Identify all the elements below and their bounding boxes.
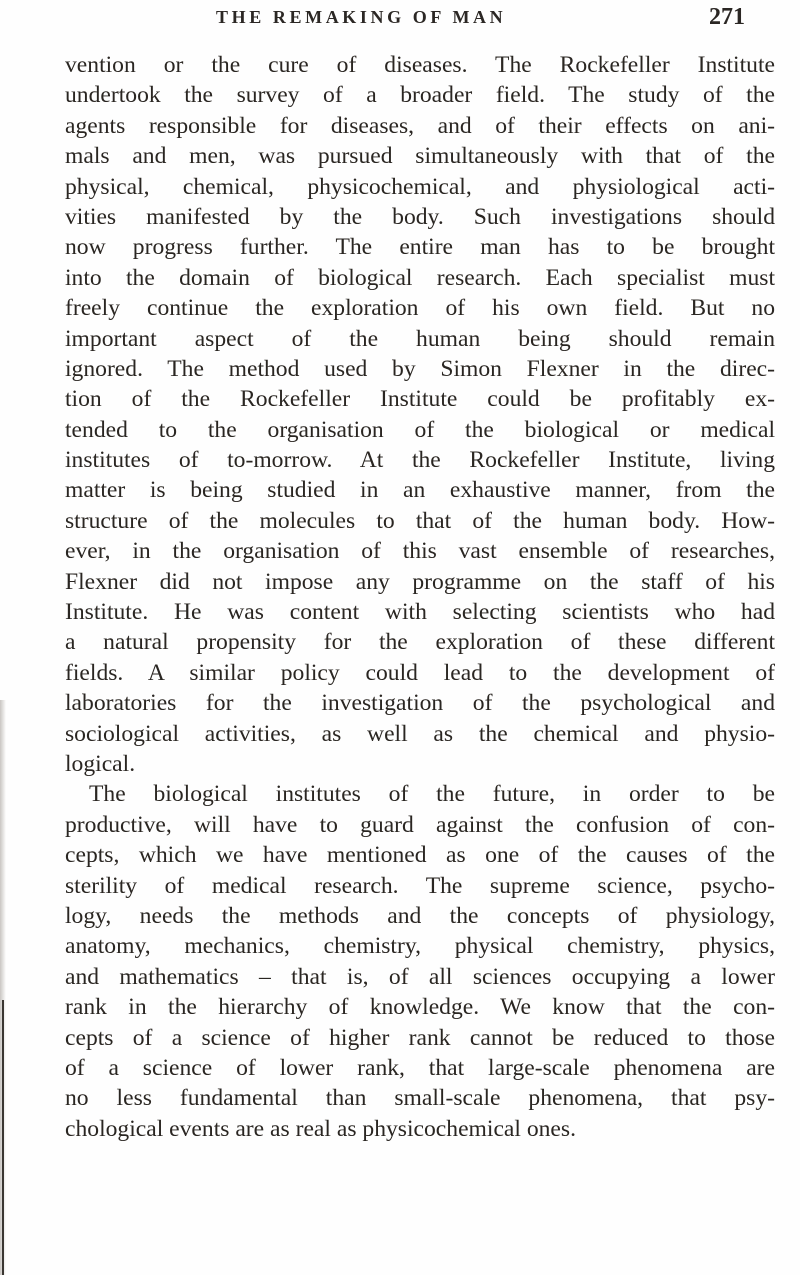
paragraph-1 (65, 50, 775, 779)
text-line: matter is being studied in an exhaustive manner, from the (65, 477, 775, 504)
running-head (0, 0, 800, 44)
text-line: ignored. The method used by Simon Flexner in the direc- (65, 355, 775, 382)
text-line: laboratories for the investigation of the psychological and (65, 690, 775, 717)
text-line: Flexner did not impose any programme on the staff of his (65, 568, 775, 595)
text-line: structure of the molecules to that of the human body. How- (65, 507, 775, 534)
running-head-title: THE REMAKING OF MAN (216, 7, 507, 27)
text-line: into the domain of biological research. Each specialist must (65, 264, 775, 291)
body-text (65, 50, 775, 1144)
text-line: sociological activities, as well as the chemical and physio- (65, 720, 775, 747)
text-line: mals and men, was pursued simultaneously with that of the (65, 143, 775, 170)
text-line: now progress further. The entire man has to be brought (65, 234, 775, 261)
page-number: 271 (709, 4, 745, 30)
text-line: important aspect of the human being should remain (65, 325, 775, 352)
text-line: anatomy, mechanics, chemistry, physical chemistry, physics, (65, 933, 775, 960)
text-line: vention or the cure of diseases. The Rockefeller Institute (65, 52, 775, 78)
text-line: Institute. He was content with selecting scientists who had (65, 599, 775, 626)
text-line: logy, needs the methods and the concepts of physiology, (65, 902, 775, 929)
text-line: freely continue the exploration of his own field. But no (65, 295, 775, 322)
text-line: tion of the Rockefeller Institute could be profitably ex- (65, 386, 775, 413)
text-line: sterility of medical research. The supreme science, psycho- (65, 872, 775, 899)
text-line: The biological institutes of the future, in order to be (89, 781, 775, 808)
text-line: agents responsible for diseases, and of their effects on ani- (65, 112, 775, 139)
text-line: a natural propensity for the exploration of these different (65, 629, 775, 656)
text-line: rank in the hierarchy of knowledge. We know that the con- (65, 994, 775, 1021)
text-line: and mathematics – that is, of all sciences occupying a lower (65, 963, 775, 990)
text-line: of a science of lower rank, that large-scale phenomena are (65, 1054, 775, 1081)
text-line: tended to the organisation of the biological or medical (65, 416, 775, 443)
text-line: chological events are as real as physicochemical ones. (65, 1115, 576, 1142)
text-line: logical. (65, 750, 136, 777)
text-line: undertook the survey of a broader field. The study of the (65, 82, 775, 109)
text-line: no less fundamental than small-scale phenomena, that psy- (65, 1085, 775, 1112)
text-line: cepts, which we have mentioned as one of the causes of the (65, 842, 775, 869)
text-line: fields. A similar policy could lead to the development of (65, 659, 775, 686)
paragraph-2 (65, 779, 775, 1144)
text-line: institutes of to-morrow. At the Rockefeller Institute, living (65, 447, 775, 474)
text-line: cepts of a science of higher rank cannot be reduced to those (65, 1024, 775, 1051)
text-line: physical, chemical, physicochemical, and physiological acti- (65, 173, 775, 200)
text-line: ever, in the organisation of this vast ensemble of researches, (65, 538, 775, 565)
text-line: productive, will have to guard against the confusion of con- (65, 811, 775, 838)
text-line: vities manifested by the body. Such investigations should (65, 203, 775, 230)
gutter-mark (2, 1000, 4, 1275)
